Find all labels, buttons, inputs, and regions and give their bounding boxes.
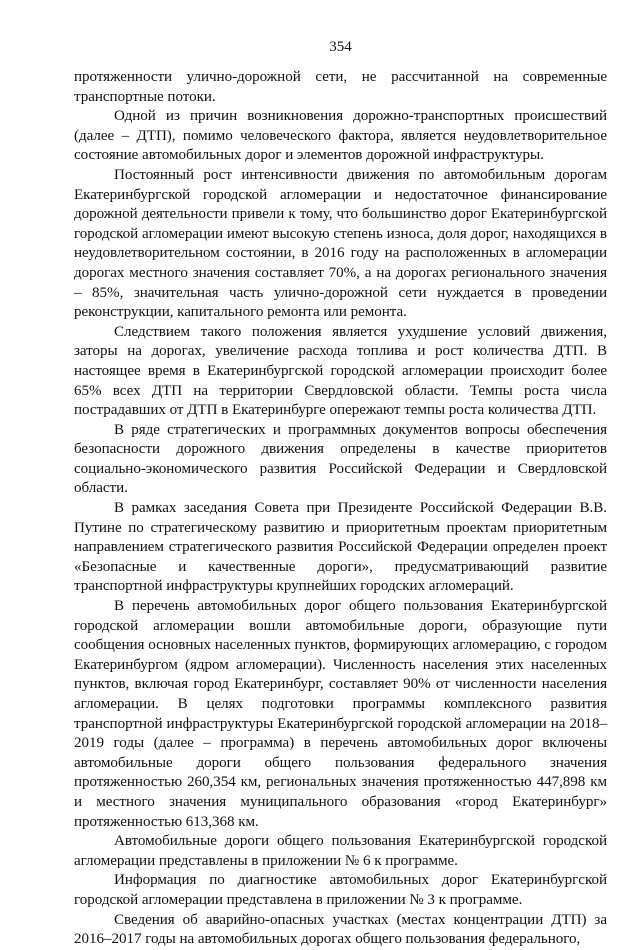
- paragraph: Сведения об аварийно-опасных участках (местах концентрации ДТП) за 2016–2017 годы на автомобильных дорогах общего пользования федерального,: [74, 911, 607, 948]
- paragraph: В ряде стратегических и программных документов вопросы обеспечения безопасности дорожного движения определены в качестве приоритетов социально-экономического развития Российской Федерации и Свердловской области.: [74, 421, 607, 497]
- page-number: 354: [329, 39, 352, 55]
- paragraph: Автомобильные дороги общего пользования Екатеринбургской городской агломерации представлены в приложении № 6 к программе.: [74, 833, 607, 869]
- document-body: [74, 68, 607, 950]
- paragraph: В перечень автомобильных дорог общего пользования Екатеринбургской городской агломерации вошли автомобильные дороги, образующие пути сообщения основных населенных пунктов, формирующих агломерацию, с городом Екатеринбургом (ядром агломерации). Численность населения этих населенных пунктов, включая город Екатеринбург, составляет 90% от численности населения агломерации. В целях подготовки программы комплексного развития транспортной инфраструктуры Екатеринбургской городской агломерации на 2018–2019 годы (далее – программа) в перечень автомобильных дорог включены автомобильные дороги общего пользования федерального значения протяженностью 260,354 км, региональных значения протяженностью 447,898 км и местного значения муниципального образования «город Екатеринбург» протяженностью 613,368 км.: [74, 598, 607, 830]
- paragraph: Следствием такого положения является ухудшение условий движения, заторы на дорогах, увеличение расхода топлива и рост количества ДТП. В настоящее время в Екатеринбургской городской агломерации происходит более 65% всех ДТП на территории Свердловской области. Темпы роста числа пострадавших от ДТП в Екатеринбурге опережают темпы роста количества ДТП.: [74, 323, 607, 419]
- paragraph: Одной из причин возникновения дорожно-транспортных происшествий (далее – ДТП), помимо человеческого фактора, является неудовлетворительное состояние автомобильных дорог и элементов дорожной инфраструктуры.: [74, 108, 607, 164]
- paragraph-continuation: протяженности улично-дорожной сети, не рассчитанной на современные транспортные потоки.: [74, 69, 607, 105]
- paragraph: Постоянный рост интенсивности движения по автомобильным дорогам Екатеринбургской городской агломерации и недостаточное финансирование дорожной деятельности привели к тому, что большинство дорог Екатеринбургской городской агломерации имеют высокую степень износа, доля дорог, находящихся в неудовлетворительном состоянии, в 2016 году на расположенных в агломерации дорогах местного значения составляет 70%, а на дорогах регионального значения – 85%, значительная часть улично-дорожной сети нуждается в проведении реконструкции, капитального ремонта или ремонта.: [74, 166, 607, 321]
- paragraph: Информация по диагностике автомобильных дорог Екатеринбургской городской агломерации представлена в приложении № 3 к программе.: [74, 872, 607, 908]
- paragraph: В рамках заседания Совета при Президенте Российской Федерации В.В. Путине по стратегическому развитию и приоритетным проектам приоритетным направлением стратегического развития Российской Федерации определен проект «Безопасные и качественные дороги», предусматривающий развитие транспортной инфраструктуры крупнейших городских агломераций.: [74, 500, 607, 595]
